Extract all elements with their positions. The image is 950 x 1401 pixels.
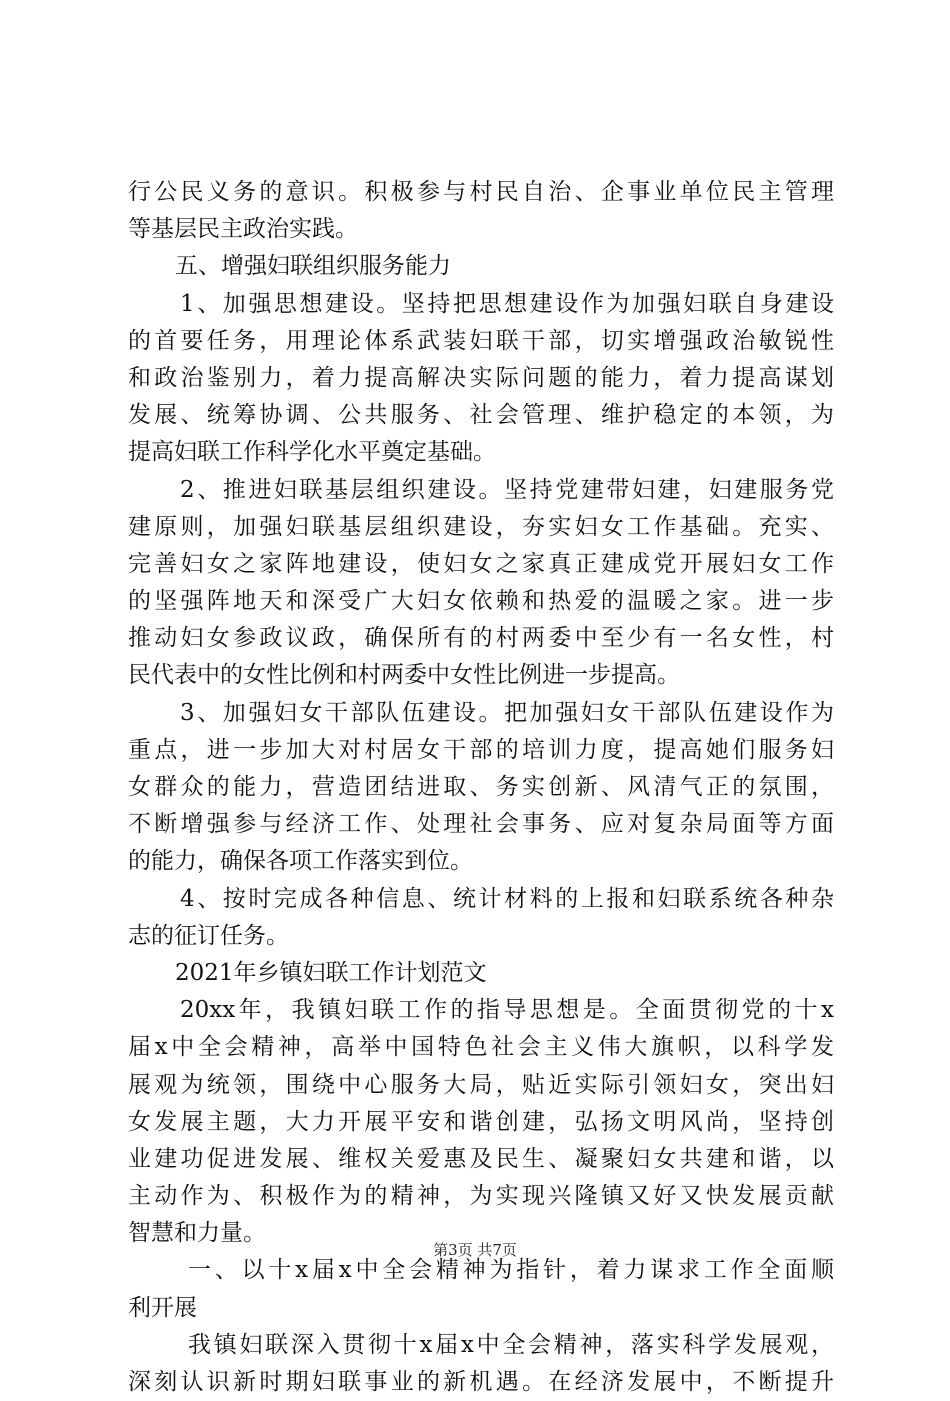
text-line: 主动作为、积极作为的精神，为实现兴隆镇又好又快发展贡献 [128,1183,834,1210]
text-line: 我镇妇联深入贯彻十x届x中全会精神，落实科学发展观， [188,1331,834,1358]
text-line: 深刻认识新时期妇联事业的新机遇。在经济发展中，不断提升 [128,1369,834,1395]
text-line: 和政治鉴别力，着力提高解决实际问题的能力，着力提高谋划 [128,364,834,391]
text-line: 提高妇联工作科学化水平奠定基础。 [128,439,496,466]
text-line: 女群众的能力，营造团结进取、务实创新、风清气正的氛围， [128,774,834,800]
text-line: 3、加强妇女干部队伍建设。把加强妇女干部队伍建设作为 [180,699,834,726]
text-line: 民代表中的女性比例和村两委中女性比例进一步提高。 [128,662,680,689]
text-line: 智慧和力量。 [128,1220,266,1247]
text-line: 完善妇女之家阵地建设，使妇女之家真正建成党开展妇女工作 [128,550,834,577]
text-line: 的坚强阵地天和深受广大妇女依赖和热爱的温暖之家。进一步 [128,588,834,615]
text-line: 20xx年，我镇妇联工作的指导思想是。全面贯彻党的十x [180,997,834,1024]
text-line: 志的征订任务。 [128,922,289,949]
text-line: 届x中全会精神，高举中国特色社会主义伟大旗帜，以科学发 [128,1034,834,1061]
section-heading: 五、增强妇联组织服务能力 [175,253,451,280]
text-line: 推动妇女参政议政，确保所有的村两委中至少有一名女性，村 [128,625,834,652]
text-line: 的首要任务，用理论体系武装妇联干部，切实增强政治敏锐性 [128,327,834,354]
text-line: 不断增强参与经济工作、处理社会事务、应对复杂局面等方面 [128,811,834,838]
text-line: 重点，进一步加大对村居女干部的培训力度，提高她们服务妇 [128,736,834,763]
text-line: 行公民义务的意识。积极参与村民自治、企事业单位民主管理 [128,179,834,205]
text-line: 的能力，确保各项工作落实到位。 [128,848,473,875]
text-line: 等基层民主政治实践。 [128,216,358,243]
text-line: 展观为统领，围绕中心服务大局，贴近实际引领妇女，突出妇 [128,1071,834,1098]
text-line: 女发展主题，大力开展平安和谐创建，弘扬文明风尚，坚持创 [128,1108,834,1135]
text-line: 2、推进妇联基层组织建设。坚持党建带妇建，妇建服务党 [180,476,834,503]
text-line: 业建功促进发展、维权关爱惠及民生、凝聚妇女共建和谐，以 [128,1145,834,1172]
text-line: 4、按时完成各种信息、统计材料的上报和妇联系统各种杂 [180,885,834,912]
article-title: 2021年乡镇妇联工作计划范文 [175,959,487,986]
text-line: 1、加强思想建设。坚持把思想建设作为加强妇联自身建设 [180,290,834,317]
text-line: 发展、统筹协调、公共服务、社会管理、维护稳定的本领，为 [128,402,834,429]
page-number-footer: 第3页 共7页 [433,1241,517,1259]
document-body [128,174,834,1401]
section-heading: 一、以十x届x中全会精神为指针，着力谋求工作全面顺 [188,1257,834,1284]
text-line: 建原则，加强妇联基层组织建设，夯实妇女工作基础。充实、 [128,513,834,540]
section-heading: 利开展 [128,1294,197,1321]
